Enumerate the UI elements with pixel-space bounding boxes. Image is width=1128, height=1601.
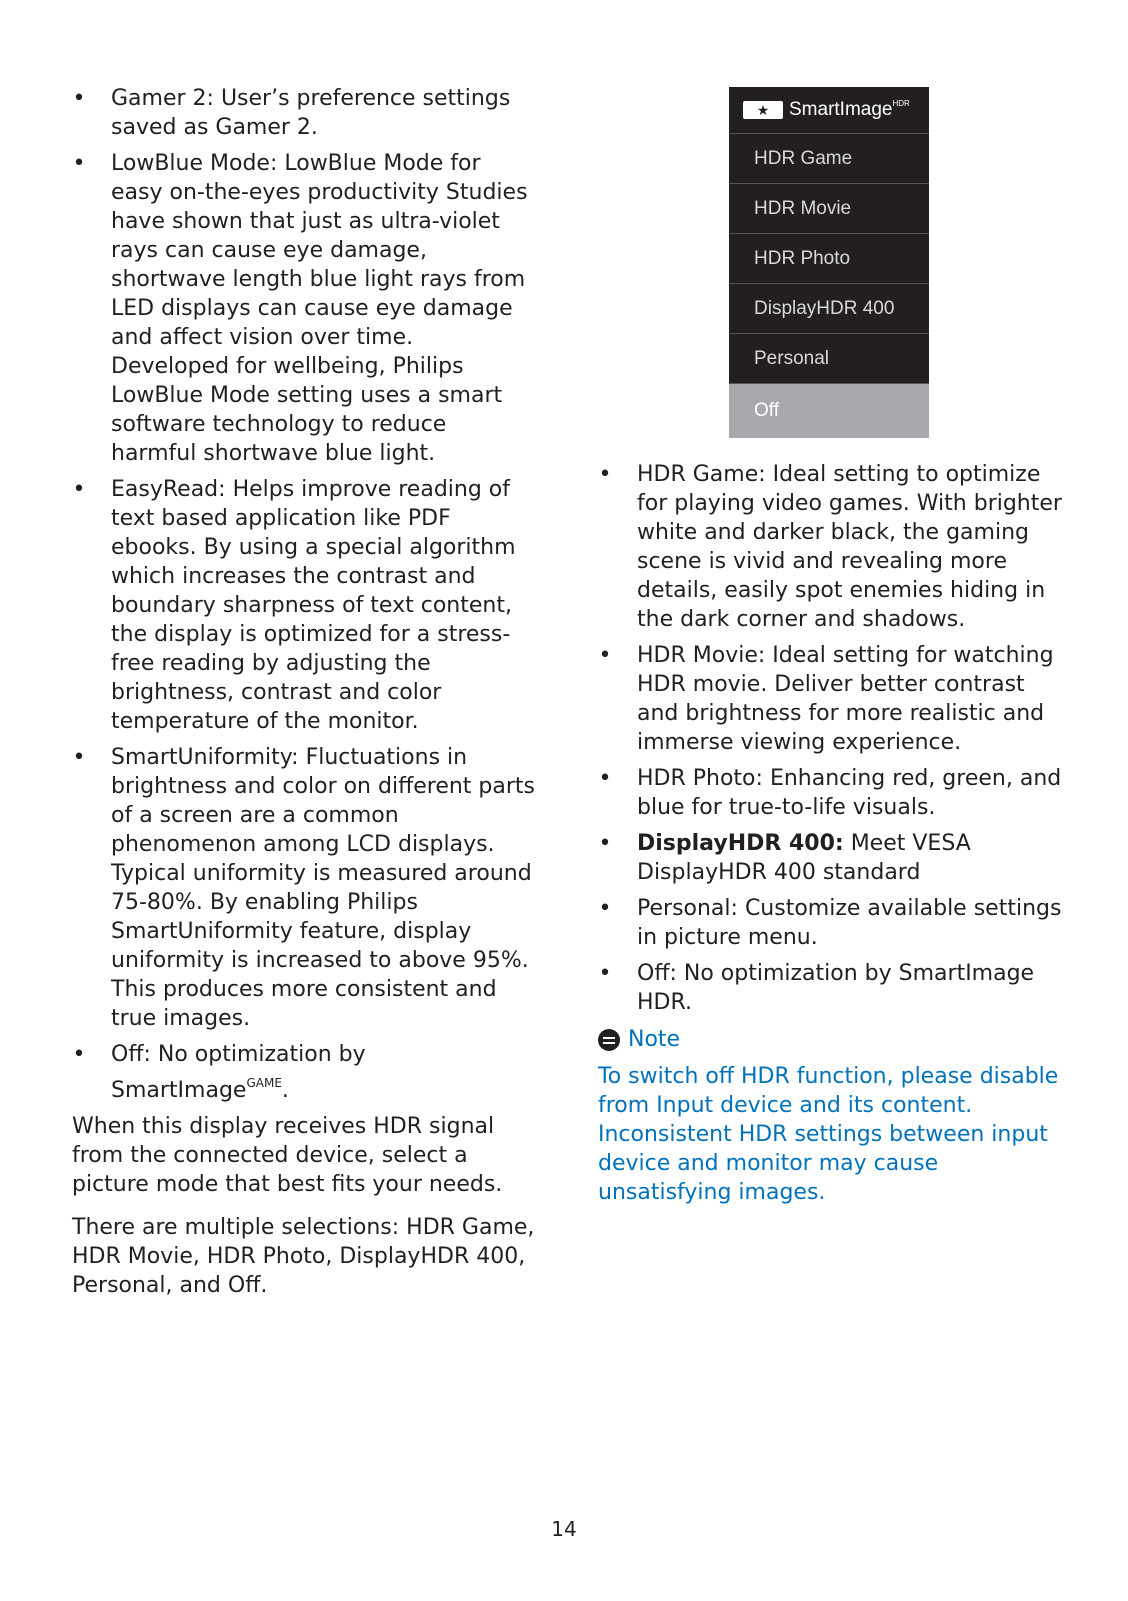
list-item	[72, 743, 537, 1033]
item-text: LowBlue Mode for easy on-the-eyes productivity Studies have shown that just as ultra-violet rays can cause eye damage, shortwave length blue light rays from LED displays can cause eye damage and affect vision over time. Developed for wellbeing, Philips LowBlue Mode setting uses a smart software technology to reduce harmful shortwave blue light.	[111, 151, 528, 466]
right-bullet-list	[598, 460, 1068, 1017]
osd-item-hdr-photo[interactable]: HDR Photo	[729, 234, 929, 284]
item-superscript: GAME	[246, 1076, 282, 1090]
item-text: Ideal setting for watching HDR movie. Deliver better contrast and brightness for more realistic and immerse viewing experience.	[637, 643, 1054, 755]
list-item	[72, 149, 537, 468]
bullet-icon: •	[72, 477, 86, 502]
item-term: HDR Game:	[637, 462, 766, 487]
item-term: DisplayHDR 400:	[637, 831, 844, 856]
list-item	[72, 1040, 537, 1105]
note-heading	[598, 1025, 1068, 1054]
list-item	[598, 959, 1068, 1017]
page-number: 14	[551, 1517, 577, 1541]
osd-item-hdr-movie[interactable]: HDR Movie	[729, 184, 929, 234]
item-tail: .	[281, 1078, 289, 1103]
bullet-icon: •	[72, 1042, 86, 1067]
bullet-icon: •	[598, 766, 612, 791]
item-text: Meet VESA DisplayHDR 400 standard	[637, 831, 971, 885]
list-item	[72, 84, 537, 142]
item-term: HDR Movie:	[637, 643, 766, 668]
item-text: User’s preference settings saved as Gamer 2.	[111, 86, 511, 140]
list-item	[598, 829, 1068, 887]
note-icon	[598, 1029, 620, 1051]
star-icon: ★	[743, 101, 783, 119]
osd-item-hdr-game[interactable]: HDR Game	[729, 134, 929, 184]
osd-item-off[interactable]: Off	[729, 384, 929, 438]
bullet-icon: •	[72, 151, 86, 176]
hdr-selections-paragraph: There are multiple selections: HDR Game, HDR Movie, HDR Photo, DisplayHDR 400, Personal, and Off.	[72, 1215, 535, 1298]
bullet-icon: •	[72, 86, 86, 111]
bullet-icon: •	[598, 462, 612, 487]
osd-item-personal[interactable]: Personal	[729, 334, 929, 384]
item-text: Enhancing red, green, and blue for true-to-life visuals.	[637, 766, 1062, 820]
left-bullet-list	[72, 84, 537, 1105]
item-text: No optimization by SmartImage	[111, 1042, 366, 1103]
osd-title: SmartImage$^{HDR}$	[789, 99, 910, 120]
list-item	[598, 641, 1068, 757]
item-term: Off:	[637, 961, 677, 986]
item-text: Helps improve reading of text based application like PDF ebooks. By using a special algorithm which increases the contrast and boundary sharpness of text content, the display is optimized for a stress-free reading by adjusting the brightness, contrast and color temperature of the monitor.	[111, 477, 516, 734]
smartimage-hdr-menu	[729, 87, 929, 438]
note-label: Note	[628, 1027, 681, 1052]
osd-item-displayhdr-400[interactable]: DisplayHDR 400	[729, 284, 929, 334]
item-term: HDR Photo:	[637, 766, 763, 791]
item-text: No optimization by SmartImage HDR.	[637, 961, 1035, 1015]
item-term: Gamer 2:	[111, 86, 214, 111]
item-term: SmartUniformity:	[111, 745, 299, 770]
bullet-icon: •	[598, 961, 612, 986]
left-column	[72, 84, 537, 1300]
bullet-icon: •	[598, 896, 612, 921]
item-text: Customize available settings in picture menu.	[637, 896, 1062, 950]
item-term: Off:	[111, 1042, 151, 1067]
hdr-intro-paragraph: When this display receives HDR signal from the connected device, select a picture mode that best fits your needs.	[72, 1114, 503, 1197]
item-term: Personal:	[637, 896, 738, 921]
list-item	[598, 764, 1068, 822]
bullet-icon: •	[598, 643, 612, 668]
bullet-icon: •	[598, 831, 612, 856]
note-text: To switch off HDR function, please disable from Input device and its content. Inconsistent HDR settings between input device and monitor may cause unsatisfying images.	[598, 1064, 1059, 1205]
list-item	[72, 475, 537, 736]
item-text: Fluctuations in brightness and color on different parts of a screen are a common phenomenon among LCD displays. Typical uniformity is measured around 75-80%. By enabling Philips SmartUniformity feature, display uniformity is increased to above 95%. This produces more consistent and true images.	[111, 745, 536, 1031]
list-item	[598, 460, 1068, 634]
list-item	[598, 894, 1068, 952]
bullet-icon: •	[72, 745, 86, 770]
item-term: LowBlue Mode:	[111, 151, 278, 176]
item-term: EasyRead:	[111, 477, 226, 502]
right-column	[598, 460, 1068, 1207]
item-text: Ideal setting to optimize for playing video games. With brighter white and darker black, the gaming scene is vivid and revealing more details, easily spot enemies hiding in the dark corner and shadows.	[637, 462, 1062, 632]
osd-header	[729, 87, 929, 134]
